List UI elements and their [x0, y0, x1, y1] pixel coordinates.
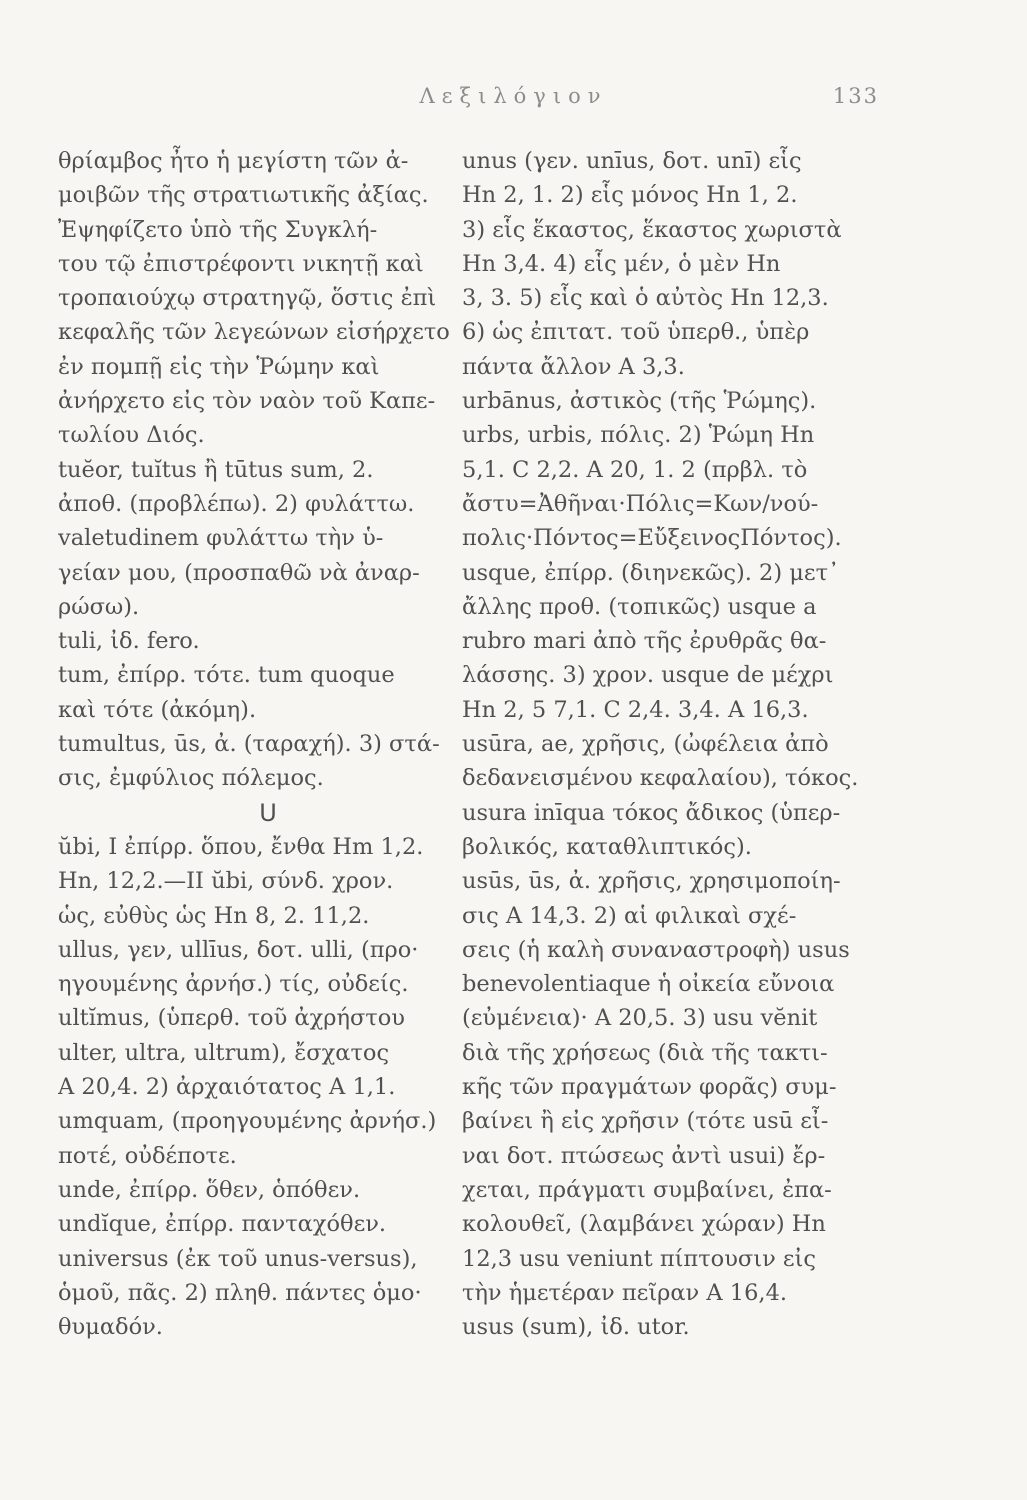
text-line: δεδανεισμένου κεφαλαίου), τόκος. [462, 765, 859, 792]
text-line: καὶ τότε (ἀκόμη). [58, 696, 257, 723]
text-line: 6) ὡς ἐπιτατ. τοῦ ὑπερθ., ὑπὲρ [462, 319, 810, 346]
text-line: τωλίου Διός. [58, 422, 205, 449]
text-line: μοιβῶν τῆς στρατιωτικῆς ἀξίας. [58, 182, 429, 209]
text-line: undĭque, ἐπίρρ. πανταχόθεν. [58, 1211, 387, 1238]
left-column [58, 144, 478, 1344]
page-header [0, 84, 1027, 114]
page-number: 133 [832, 84, 879, 108]
text-line: θυμαδόν. [58, 1314, 163, 1341]
text-line: Hn, 12,2.—II ŭbi, σύνδ. χρον. [58, 868, 394, 895]
text-line: σεις (ἡ καλὴ συναναστροφὴ) usus [462, 936, 850, 963]
text-line: ηγουμένης ἀρνήσ.) τίς, οὐδείς. [58, 971, 409, 998]
text-line: Hn 2, 1. 2) εἷς μόνος Hn 1, 2. [462, 182, 798, 209]
text-line: ἄστυ=Ἀθῆναι·Πόλις=Κων/νού- [462, 490, 819, 517]
text-line: βαίνει ἢ εἰς χρῆσιν (τότε usū εἶ- [462, 1108, 829, 1135]
text-line: unde, ἐπίρρ. ὅθεν, ὁπόθεν. [58, 1176, 361, 1203]
text-line: universus (ἐκ τοῦ unus-versus), [58, 1245, 418, 1272]
text-line: σις A 14,3. 2) αἱ φιλικαὶ σχέ- [462, 902, 797, 929]
text-line: πάντα ἄλλον A 3,3. [462, 353, 685, 380]
text-line: benevolentiaque ἡ οἰκεία εὔνοια [462, 971, 835, 998]
text-line: θρίαμβος ἦτο ἡ μεγίστη τῶν ἀ- [58, 148, 409, 174]
text-line: γείαν μου, (προσπαθῶ νὰ ἀναρ- [58, 559, 420, 586]
text-line: tum, ἐπίρρ. τότε. tum quoque [58, 662, 395, 689]
text-line: rubro mari ἀπὸ τῆς ἐρυθρᾶς θα- [462, 628, 827, 655]
text-line: urbānus, ἀστικὸς (τῆς Ῥώμης). [462, 388, 817, 415]
text-line: ὁμοῦ, πᾶς. 2) πληθ. πάντες ὁμο· [58, 1279, 422, 1306]
text-line: ultĭmus, (ὑπερθ. τοῦ ἀχρήστου [58, 1005, 405, 1032]
text-line: κῆς τῶν πραγμάτων φορᾶς) συμ- [462, 1074, 837, 1101]
running-title: Λεξιλόγιον [419, 84, 608, 108]
text-line: βολικός, καταθλιπτικός). [462, 833, 752, 860]
text-line: usūs, ūs, ἀ. χρῆσις, χρησιμοποίη- [462, 868, 841, 895]
text-line: tuli, ἰδ. fero. [58, 628, 200, 655]
text-line: κεφαλῆς τῶν λεγεώνων εἰσήρχετο [58, 319, 450, 346]
text-line: ὡς, εὐθὺς ὡς Hn 8, 2. 11,2. [58, 902, 370, 929]
text-line: ulter, ultra, ultrum), ἔσχατος [58, 1039, 390, 1066]
text-line: Hn 3,4. 4) εἷς μέν, ὁ μὲν Hn [462, 250, 781, 277]
text-line: tuĕor, tuĭtus ἢ tūtus sum, 2. [58, 456, 374, 483]
text-line: (εὐμένεια)· A 20,5. 3) usu vĕnit [462, 1005, 818, 1032]
text-line: ἄλλης προθ. (τοπικῶς) usque a [462, 593, 817, 620]
text-line: tumultus, ūs, ἀ. (ταραχή). 3) στά- [58, 731, 440, 758]
text-line: A 20,4. 2) ἀρχαιότατος A 1,1. [58, 1074, 396, 1101]
text-line: umquam, (προηγουμένης ἀρνήσ.) [58, 1108, 437, 1135]
text-line: 3) εἷς ἕκαστος, ἕκαστος χωριστὰ [462, 216, 842, 243]
text-line: χεται, πράγματι συμβαίνει, ἐπα- [462, 1176, 832, 1203]
text-line: λάσσης. 3) χρον. usque de μέχρι [462, 662, 834, 689]
text-line: 3, 3. 5) εἷς καὶ ὁ αὐτὸς Hn 12,3. [462, 285, 829, 312]
text-line: usūra, ae, χρῆσις, (ὠφέλεια ἀπὸ [462, 731, 829, 758]
text-line: πολις·Πόντος=ΕὔξεινοςΠόντος). [462, 525, 842, 552]
text-line: usus (sum), ἰδ. utor. [462, 1314, 690, 1341]
text-line: usura inīqua τόκος ἄδικος (ὑπερ- [462, 799, 841, 826]
text-line: valetudinem φυλάττω τὴν ὑ- [58, 525, 384, 552]
text-line: ἐν πομπῇ εἰς τὴν Ῥώμην καὶ [58, 353, 380, 380]
text-line: ullus, γεν, ullīus, δοτ. ulli, (προ· [58, 936, 419, 963]
text-line: ŭbi, I ἐπίρρ. ὅπου, ἔνθα Hm 1,2. [58, 833, 424, 860]
text-line: κολουθεῖ, (λαμβάνει χώραν) Hn [462, 1211, 826, 1238]
text-line: ναι δοτ. πτώσεως ἀντὶ usui) ἔρ- [462, 1142, 826, 1169]
text-line: ἀποθ. (προβλέπω). 2) φυλάττω. [58, 490, 415, 517]
section-letter: U [259, 798, 277, 827]
text-line: usque, ἐπίρρ. (διηνεκῶς). 2) μετ᾿ [462, 559, 840, 586]
text-line: 5,1. C 2,2. A 20, 1. 2 (πρβλ. τὸ [462, 456, 808, 483]
text-line: διὰ τῆς χρήσεως (διὰ τῆς τακτι- [462, 1039, 828, 1066]
text-line: urbs, urbis, πόλις. 2) Ῥώμη Hn [462, 422, 815, 449]
text-line: του τῷ ἐπιστρέφοντι νικητῇ καὶ [58, 250, 424, 277]
text-line: 12,3 usu veniunt πίπτουσιν εἰς [462, 1245, 816, 1272]
text-line: ποτέ, οὐδέποτε. [58, 1142, 237, 1169]
text-line: ρώσω). [58, 593, 140, 620]
text-line: ἀνήρχετο εἰς τὸν ναὸν τοῦ Καπε- [58, 388, 436, 415]
text-line: τὴν ἡμετέραν πεῖραν A 16,4. [462, 1279, 788, 1306]
text-line: τροπαιούχῳ στρατηγῷ, ὅστις ἐπὶ [58, 285, 437, 312]
text-line: unus (γεν. unīus, δοτ. unī) εἷς [462, 148, 802, 174]
text-line: Ἐψηφίζετο ὑπὸ τῆς Συγκλή- [58, 216, 378, 243]
text-line: Hn 2, 5 7,1. C 2,4. 3,4. A 16,3. [462, 696, 809, 723]
text-line: σις, ἐμφύλιος πόλεμος. [58, 765, 324, 792]
right-column [462, 144, 882, 1344]
